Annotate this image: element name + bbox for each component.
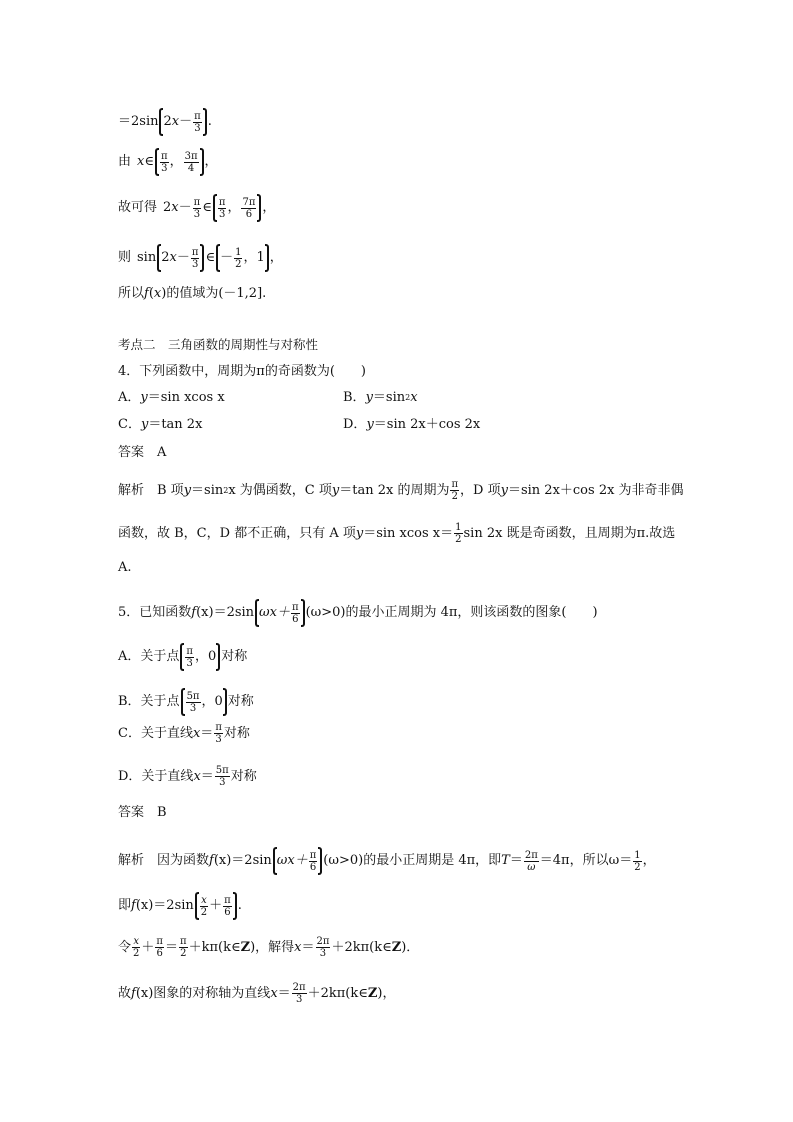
q5-explanation-3: 令 $\frac{x}{2}$ ＋ $\frac{\pi}{6}$ ＝ $\frac{\pi}{2}$ ＋kπ(k∈ Z )，解得 x ＝ $\frac{2\pi}{3}$ ＋2kπ(k∈ Z )． — [118, 936, 420, 959]
solution-line-1: ＝2sin 2 x － $\frac{\pi}{3}$ . — [118, 108, 212, 136]
interval-group: $\frac{\pi}{3}$ ， $\frac{3\pi}{4}$ — [155, 148, 204, 176]
text: ＝2sin — [118, 114, 159, 129]
question-4-stem: 4．下列函数中，周期为π的奇函数为( ) — [118, 364, 366, 379]
question-5-stem: 5．已知函数 f (x)＝2sin ωx＋ $\frac{\pi}{6}$ (ω>0)的最小正周期为 4π，则该函数的图象( ) — [118, 599, 598, 627]
paren-group: 2 x － $\frac{\pi}{3}$ — [159, 108, 206, 136]
q4-option-a[interactable]: A． y ＝sin xcos x — [118, 390, 225, 405]
fraction: $\frac{\pi}{3}$ — [194, 110, 201, 134]
q5-explanation-1: 解析 因为函数 f (x)＝2sin ωx＋ $\frac{\pi}{6}$ (ω>0)的最小正周期是 4π，即 T ＝ $\frac{2\pi}{\omega}$ ＝4π，所以ω＝ $\frac{1}{2}$ ， — [118, 847, 656, 875]
q5-option-a[interactable]: A．关于点 $\frac{\pi}{3}$ ，0 对称 — [118, 643, 247, 671]
q4-explanation-1: 解析 B 项 y ＝sin 2 x 为偶函数，C 项 y ＝tan 2x 的周期为 $\frac{\pi}{2}$ ，D 项 y ＝sin 2x＋cos 2x 为非奇非偶 — [118, 479, 684, 502]
solution-line-2: 由 x ∈ $\frac{\pi}{3}$ ， $\frac{3\pi}{4}$ ， — [118, 148, 218, 176]
solution-line-3: 故可得 2 x － $\frac{\pi}{3}$ ∈ $\frac{\pi}{3}$ ， $\frac{7\pi}{6}$ ， — [118, 194, 275, 222]
q4-answer: 答案 A — [118, 445, 167, 460]
q4-explanation-3: A. — [118, 560, 132, 575]
q5-option-b[interactable]: B．关于点 $\frac{5\pi}{3}$ ，0 对称 — [118, 688, 254, 716]
q5-explanation-4: 故 f (x)图象的对称轴为直线 x ＝ $\frac{2\pi}{3}$ ＋2kπ(k∈ Z )， — [118, 982, 396, 1005]
q5-answer: 答案 B — [118, 805, 167, 820]
q4-option-d[interactable]: D． y ＝sin 2x＋cos 2x — [343, 417, 481, 432]
solution-line-5: 所以 f ( x ) 的值域为(－1,2]. — [118, 286, 267, 301]
section-heading: 考点二 三角函数的周期性与对称性 — [118, 337, 319, 352]
q5-explanation-2: 即 f (x)＝2sin $\frac{x}{2}$ ＋ $\frac{\pi}{6}$ . — [118, 892, 242, 920]
q4-option-b[interactable]: B． y ＝sin 2 x — [343, 390, 418, 405]
q4-option-c[interactable]: C． y ＝tan 2x — [118, 417, 203, 432]
q5-option-d[interactable]: D．关于直线 x ＝ $\frac{5\pi}{3}$ 对称 — [118, 765, 257, 788]
q5-option-c[interactable]: C．关于直线 x ＝ $\frac{\pi}{3}$ 对称 — [118, 722, 250, 745]
solution-line-4: 则 sin 2 x － $\frac{\pi}{3}$ ∈ － $\frac{1}{2}$ ， 1 ， — [118, 244, 283, 272]
q4-explanation-2: 函数，故 B，C，D 都不正确，只有 A 项 y ＝sin xcos x＝ $\frac{1}{2}$ sin 2x 既是奇函数，且周期为π.故选 — [118, 522, 676, 545]
